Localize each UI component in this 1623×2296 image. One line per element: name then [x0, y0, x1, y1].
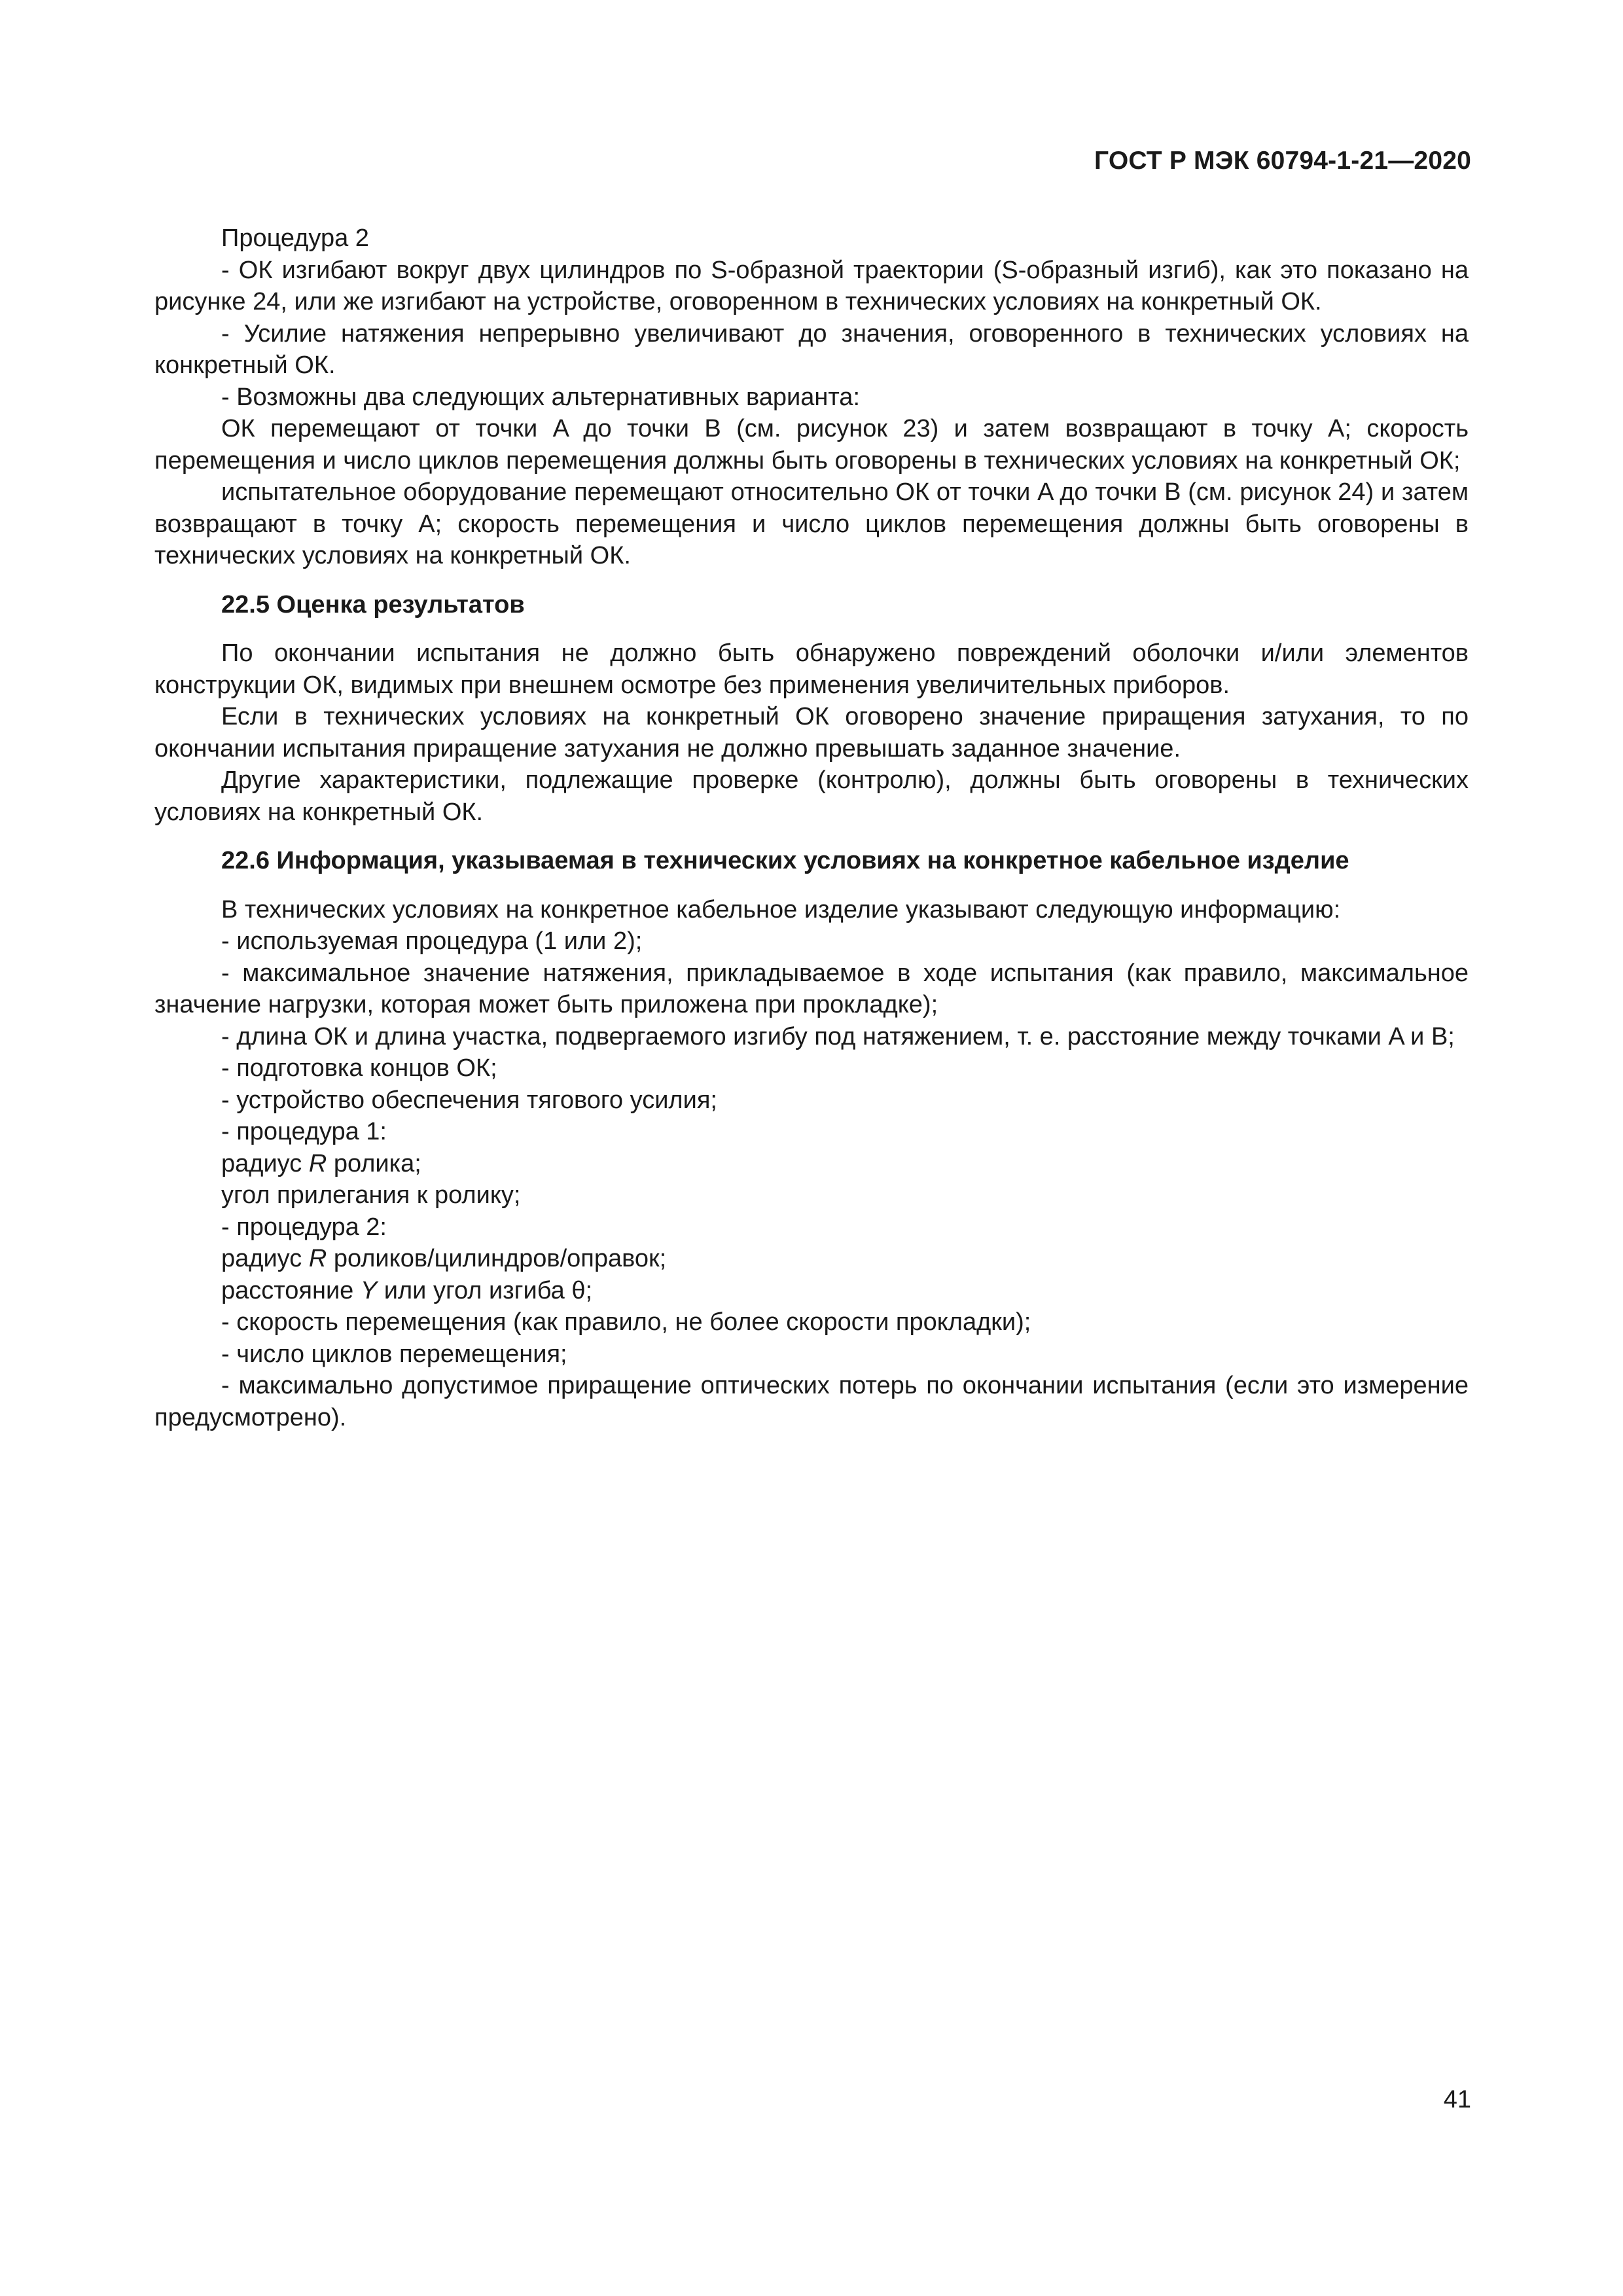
section-22-6-item: - устройство обеспечения тягового усилия; — [221, 1086, 717, 1114]
radius-variable: R — [308, 1149, 327, 1177]
procedure-2-variant: ОК перемещают от точки A до точки B (см. рисунок 23) и затем возвращают в точку A; скорость перемещения и число циклов перемещения должны быть оговорены в технических условиях на конкретный ОК; — [154, 415, 1469, 475]
radius-variable: R — [308, 1245, 327, 1272]
text-fragment: или угол изгиба θ; — [377, 1276, 593, 1304]
text-fragment: радиус — [221, 1149, 309, 1177]
page-content — [154, 223, 1469, 1433]
section-22-6-item: - подготовка концов ОК; — [221, 1054, 497, 1082]
section-22-6-item: - максимальное значение натяжения, прикладываемое в ходе испытания (как правило, максимальное значение нагрузки, которая может быть приложена при прокладке); — [154, 959, 1469, 1018]
document-header: ГОСТ Р МЭК 60794-1-21—2020 — [1094, 147, 1471, 175]
page-number: 41 — [1443, 2086, 1471, 2113]
section-22-6-item: - длина ОК и длина участка, подвергаемого изгибу под натяжением, т. е. расстояние между точками A и B; — [221, 1022, 1455, 1050]
section-22-6-item: - скорость перемещения (как правило, не более скорости прокладки); — [221, 1308, 1031, 1336]
procedure-1-angle: угол прилегания к ролику; — [221, 1181, 521, 1209]
text-fragment: радиус — [221, 1245, 309, 1272]
text-fragment: расстояние — [221, 1276, 361, 1304]
procedure-2-item: - ОК изгибают вокруг двух цилиндров по S-образной траектории (S-образный изгиб), как это показано на рисунке 24, или же изгибают на устройстве, оговоренном в технических условиях на конкретный ОК. — [154, 256, 1469, 315]
section-22-6-item: - процедура 1: — [221, 1118, 387, 1145]
procedure-2-distance — [154, 1275, 1469, 1307]
text-fragment: ролика; — [327, 1149, 421, 1177]
procedure-2-title: Процедура 2 — [221, 224, 369, 252]
procedure-2-radius — [154, 1243, 1469, 1275]
section-22-6-item: - максимально допустимое приращение оптических потерь по окончании испытания (если это измерение предусмотрено). — [154, 1372, 1469, 1431]
distance-variable: Y — [360, 1276, 378, 1304]
procedure-2-item: - Возможны два следующих альтернативных варианта: — [221, 383, 860, 411]
section-22-6-item: - используемая процедура (1 или 2); — [221, 927, 643, 955]
section-22-6-item: - число циклов перемещения; — [221, 1340, 567, 1368]
procedure-2-variant: испытательное оборудование перемещают относительно ОК от точки A до точки B (см. рисунок 24) и затем возвращают в точку A; скорость перемещения и число циклов перемещения должны быть оговорены в технических условиях на конкретный ОК. — [154, 478, 1469, 569]
section-22-5-paragraph: Если в технических условиях на конкретный ОК оговорено значение приращения затухания, то по окончании испытания приращение затухания не должно превышать заданное значение. — [154, 703, 1469, 762]
procedure-1-radius — [154, 1148, 1469, 1180]
section-22-5-paragraph: Другие характеристики, подлежащие проверке (контролю), должны быть оговорены в технических условиях на конкретный ОК. — [154, 766, 1469, 826]
text-fragment: роликов/цилиндров/оправок; — [327, 1245, 667, 1272]
procedure-2-item: - Усилие натяжения непрерывно увеличивают до значения, оговоренного в технических условиях на конкретный ОК. — [154, 319, 1469, 379]
section-22-6-intro: В технических условиях на конкретное кабельное изделие указывают следующую информацию: — [221, 895, 1341, 924]
procedure-2-label: - процедура 2: — [221, 1213, 387, 1241]
section-22-5-paragraph: По окончании испытания не должно быть обнаружено повреждений оболочки и/или элементов конструкции ОК, видимых при внешнем осмотре без применения увеличительных приборов. — [154, 639, 1469, 699]
section-heading-22-6: 22.6 Информация, указываемая в технических условиях на конкретное кабельное изделие — [221, 847, 1349, 874]
section-heading-22-5: 22.5 Оценка результатов — [221, 590, 525, 619]
